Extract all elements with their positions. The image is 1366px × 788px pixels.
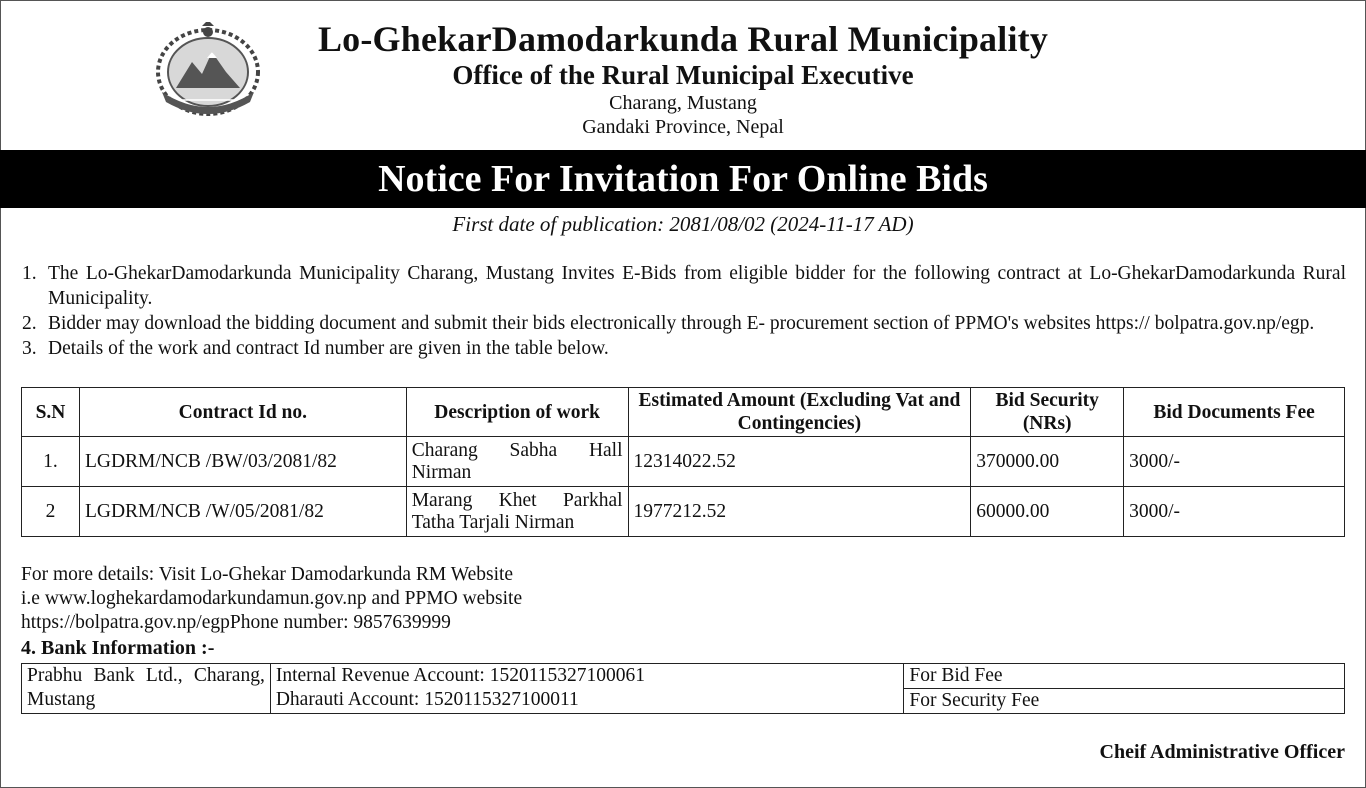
point-number: 3. [22,338,37,359]
point-item [22,311,1346,336]
notice-points [22,261,1346,361]
column-header: Description of work [406,388,628,437]
table-row [22,664,1345,689]
cell-contract-id: LGDRM/NCB /W/05/2081/82 [79,487,406,537]
cell-amount: 1977212.52 [628,487,971,537]
cell-security: 60000.00 [971,487,1124,537]
notice-title-banner: Notice For Invitation For Online Bids [0,150,1366,208]
column-header: S.N [22,388,80,437]
point-number: 1. [22,263,37,284]
municipality-title: Lo-GhekarDamodarkunda Rural Municipality [317,19,1049,59]
cell-description: Charang Sabha Hall Nirman [406,437,628,487]
column-header: Bid Security (NRs) [971,388,1124,437]
column-header: Estimated Amount (Excluding Vat and Contingencies) [628,388,971,437]
point-text: The Lo-GhekarDamodarkunda Municipality Charang, Mustang Invites E-Bids from eligible bidder for the following contract at Lo-GhekarDamodarkunda Rural Municipality. [48,263,1346,309]
point-text: Details of the work and contract Id number are given in the table below. [48,338,609,359]
column-header: Contract Id no. [79,388,406,437]
bank-table [21,663,1345,714]
table-header-row [22,388,1345,437]
more-details-line: i.e www.loghekardamodarkundamun.gov.np and PPMO website [21,588,523,609]
table-row [22,487,1345,537]
publication-date: First date of publication: 2081/08/02 (2024-11-17 AD) [452,212,914,236]
cell-description: Marang Khet Parkhal Tatha Tarjali Nirman [406,487,628,537]
cell-security: 370000.00 [971,437,1124,487]
more-details [21,563,522,635]
bank-accounts [270,664,904,714]
office-name: Office of the Rural Municipal Executive [452,60,914,90]
more-details-line: For more details: Visit Lo-Ghekar Damodarkunda RM Website [21,564,514,585]
bank-name: Prabhu Bank Ltd., Charang, Mustang [22,664,271,714]
address-line-2: Gandaki Province, Nepal [582,116,784,138]
cell-fee: 3000/- [1124,437,1345,487]
cell-fee: 3000/- [1124,487,1345,537]
purpose-security-fee: For Security Fee [904,689,1345,714]
bank-info-heading: 4. Bank Information :- [21,637,215,659]
point-text: Bidder may download the bidding document and submit their bids electronically through E- procurement section of PPMO's websites https:// bolpatra.gov.np/egp. [48,313,1315,334]
point-item [22,336,1346,361]
signatory: Cheif Administrative Officer [1099,741,1345,763]
more-details-line: https://bolpatra.gov.np/egpPhone number: 9857639999 [21,612,451,633]
point-number: 2. [22,313,37,334]
column-header: Bid Documents Fee [1124,388,1345,437]
point-item [22,261,1346,311]
account-revenue: Internal Revenue Account: 1520115327100061 [275,665,645,686]
cell-amount: 12314022.52 [628,437,971,487]
bid-table [21,387,1345,537]
address-line-1: Charang, Mustang [609,92,757,114]
cell-sn: 1. [22,437,80,487]
table-row [22,437,1345,487]
cell-sn: 2 [22,487,80,537]
purpose-bid-fee: For Bid Fee [904,664,1345,689]
cell-contract-id: LGDRM/NCB /BW/03/2081/82 [79,437,406,487]
account-dharauti: Dharauti Account: 1520115327100011 [275,689,579,710]
